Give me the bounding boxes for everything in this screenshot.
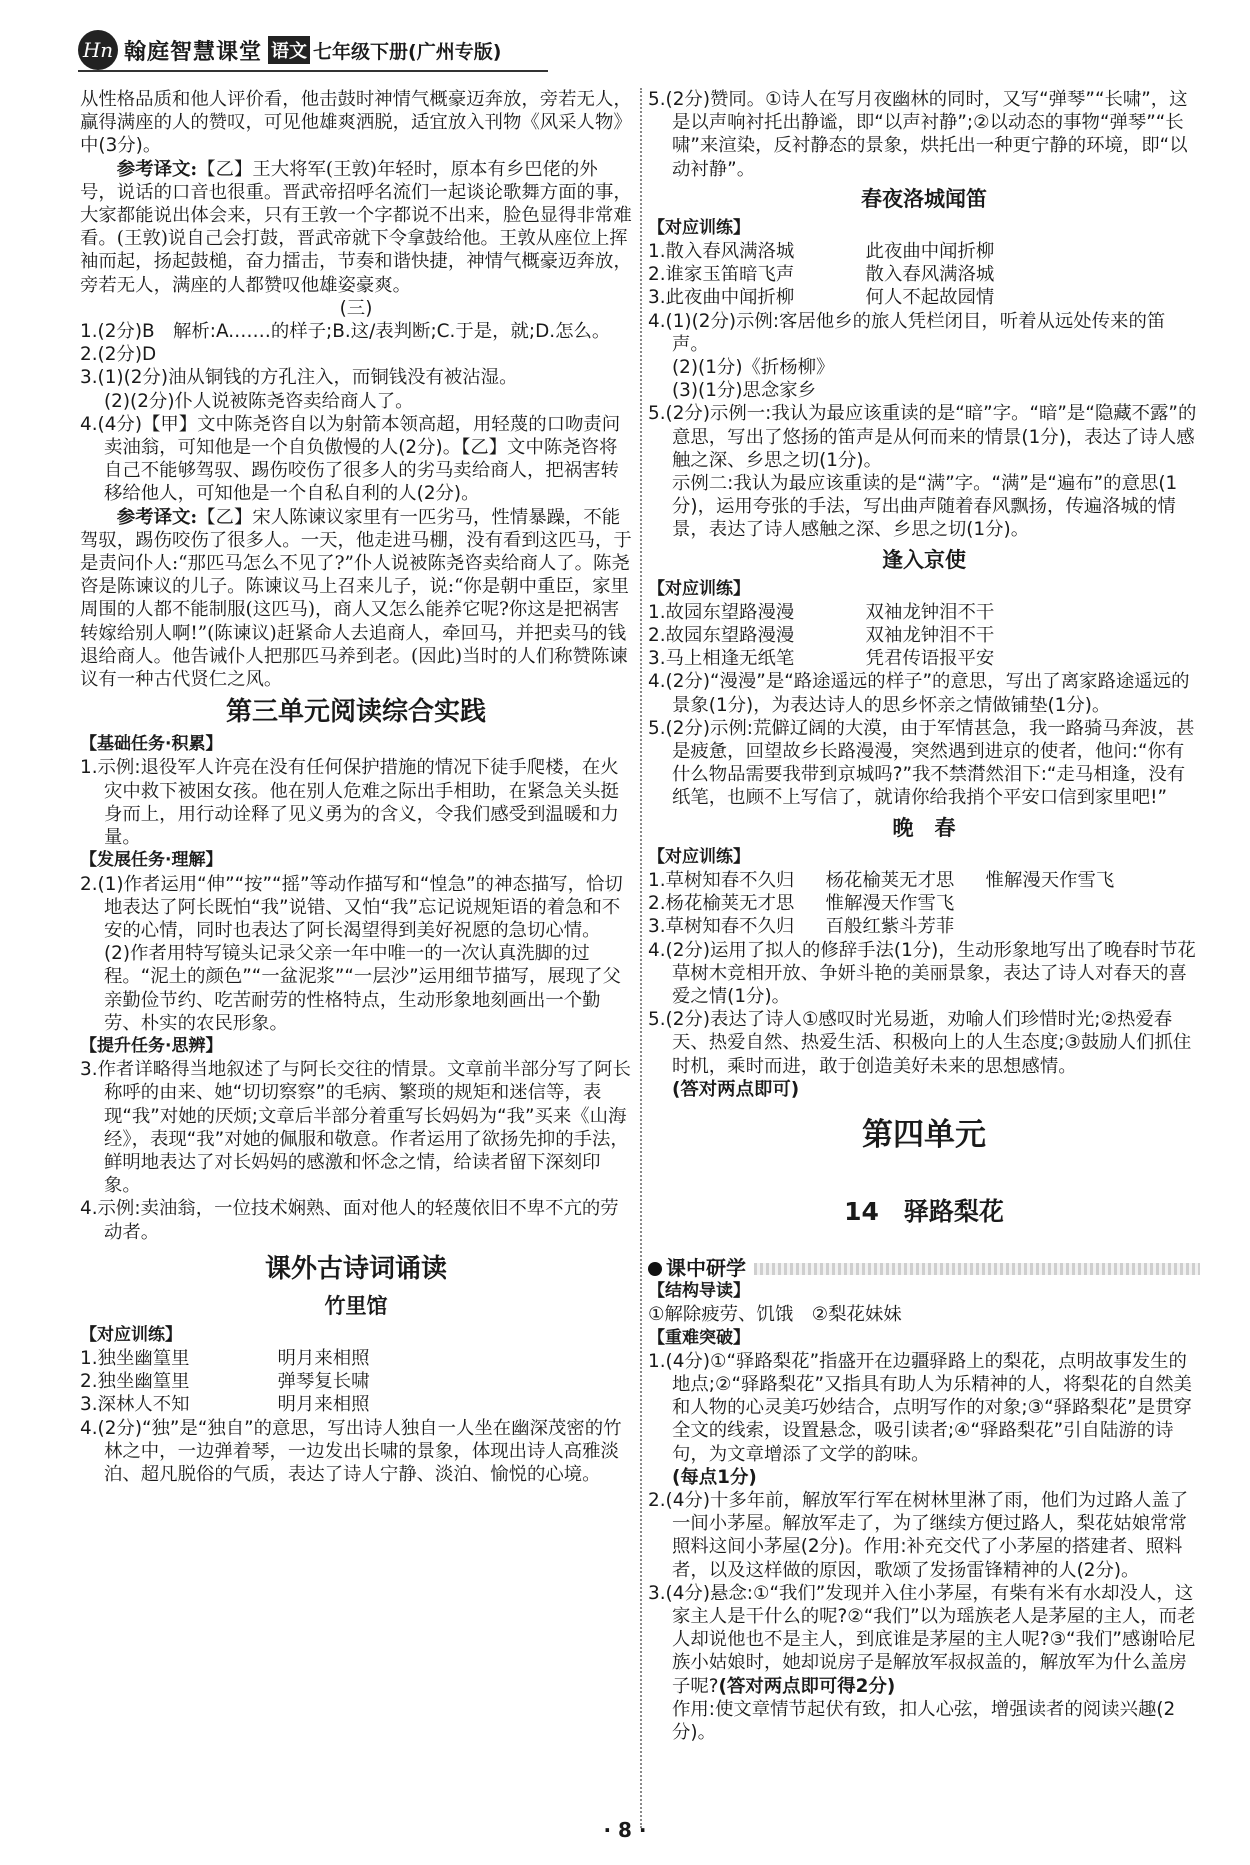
- answer-item: 1.(4分)①“驿路梨花”指盛开在边疆驿路上的梨花，点明故事发生的地点;②“驿路梨花”又指具有助人为乐精神的人，将梨花的自然美和人物的心灵美巧妙结合，点明写作的对象;③“驿路梨花”是贯穿全文的线索，设置悬念，吸引读者;④“驿路梨花”引自陆游的诗句，为文章增添了文学的韵味。: [648, 1350, 1192, 1465]
- poem-line-pair: 1.草树知春不久归 杨花榆荚无才思 惟解漫天作雪飞: [648, 869, 1115, 891]
- answer-item: 4.(2分)“漫漫”是“路途遥远的样子”的意思，写出了离家路途遥远的景象(1分)，为表达诗人的思乡怀亲之情做铺垫(1分)。: [648, 671, 1190, 716]
- poem-line-pair: 1.散入春风满洛城 此夜曲中闻折柳: [648, 241, 995, 263]
- answer-item: 4.(2分)“独”是“独自”的意思，写出诗人独自一人坐在幽深茂密的竹林之中，一边弹着琴，一边发出长啸的景象，体现出诗人高雅淡泊、超凡脱俗的气质，表达了诗人宁静、淡泊、愉悦的心境。: [80, 1417, 622, 1485]
- grade-label: 七年级下册(广州专版): [313, 40, 502, 63]
- section-title: 课外古诗词诵读: [264, 1253, 447, 1284]
- lesson-title: 14 驿路梨花: [844, 1196, 1004, 1226]
- answer-item: 1.(2分)B 解析:A.……的样子;B.这/表判断;C.于是，就;D.怎么。: [80, 321, 611, 343]
- training-heading: 【对应训练】: [648, 578, 750, 599]
- unit-title: 第四单元: [862, 1116, 986, 1153]
- answer-subitem: 示例二:我认为最应该重读的是“满”字。“满”是“遍布”的意思(1分)，运用夸张的手法，写出曲声随着春风飘扬，传遍洛城的情景，表达了诗人感触之深、乡思之切(1分)。: [672, 473, 1178, 541]
- answer-item: 5.(2分)赞同。①诗人在写月夜幽林的同时，又写“弹琴”“长啸”，这是以声响衬托出静谧，即“以声衬静”;②以动态的事物“弹琴”“长啸”来渲染，反衬静态的景象，烘托出一种更宁静的环境，即“以动衬静”。: [648, 89, 1188, 180]
- subsection-heading: 【重难突破】: [648, 1327, 750, 1348]
- poem-line-pair: 2.谁家玉笛暗飞声 散入春风满洛城: [648, 264, 995, 286]
- poem-title: 晚 春: [892, 815, 956, 840]
- right-column: [648, 88, 1200, 1744]
- training-heading: 【对应训练】: [80, 1324, 182, 1345]
- answer-item: 2.(4分)十多年前，解放军行军在树林里淋了雨，他们为过路人盖了一间小茅屋。解放军走了，为了继续方便过路人，梨花姑娘常常照料这间小茅屋(2分)。作用:补充交代了小茅屋的搭建者、照料者，以及这样做的原因，歌颂了发扬雷锋精神的人(2分)。: [648, 1489, 1189, 1581]
- header-rule: [78, 70, 548, 72]
- task-heading: 【提升任务·思辨】: [80, 1035, 223, 1056]
- intro-paragraph: 从性格品质和他人评价看，他击鼓时神情气概豪迈奔放，旁若无人，赢得满座的人的赞叹，可见他雄爽洒脱，适宜放入刊物《风采人物》中(3分)。: [80, 89, 632, 157]
- answer-item: 4.示例:卖油翁，一位技术娴熟、面对他人的轻蔑依旧不卑不亢的劳动者。: [80, 1198, 619, 1243]
- poem-line-pair: 1.故园东望路漫漫 双袖龙钟泪不干: [648, 601, 995, 623]
- answer-note: (每点1分): [672, 1466, 757, 1488]
- answer-item: 5.(2分)示例一:我认为最应该重读的是“暗”字。“暗”是“隐藏不露”的意思，写出了悠扬的笛声是从何而来的情景(1分)，表达了诗人感触之深、乡思之切(1分)。: [648, 403, 1197, 471]
- poem-line-pair: 1.独坐幽篁里 明月来相照: [80, 1347, 370, 1369]
- poem-line-pair: 3.深林人不知 明月来相照: [80, 1394, 370, 1416]
- poem-title: 逢入京使: [882, 547, 966, 572]
- section-heading: (三): [339, 297, 373, 319]
- page-number: · 8 ·: [603, 1818, 647, 1842]
- task-heading: 【发展任务·理解】: [80, 850, 223, 871]
- answer-item: 5.(2分)示例:荒僻辽阔的大漠，由于军情甚急，我一路骑马奔波，甚是疲惫，回望故乡长路漫漫，突然遇到进京的使者，他问:“你有什么物品需要我带到京城吗?”我不禁潸然泪下:“走马相逢，没有纸笔，也顾不上写信了，就请你给我捎个平安口信到家里吧!”: [648, 717, 1195, 809]
- task-heading: 【基础任务·积累】: [80, 734, 223, 755]
- poem-line-pair: 3.草树知春不久归 百般红紫斗芳菲: [648, 916, 955, 938]
- unit-title: 第三单元阅读综合实践: [225, 697, 486, 728]
- answer-item: 3.(1)(2分)油从铜钱的方孔注入，而铜钱没有被沾湿。: [80, 367, 518, 389]
- poem-line-pair: 3.此夜曲中闻折柳 何人不起故园情: [648, 287, 995, 309]
- column-divider: [640, 88, 642, 1828]
- poem-title: 竹里馆: [324, 1293, 388, 1318]
- page-header: [78, 28, 548, 72]
- brand-name: 翰庭智慧课堂: [124, 39, 263, 65]
- bullet-icon: [648, 1262, 662, 1276]
- subsection-heading: 【结构导读】: [648, 1281, 750, 1302]
- poem-title: 春夜洛城闻笛: [861, 186, 987, 211]
- answer-item: 3.(4分)悬念:①“我们”发现并入住小茅屋，有柴有米有水却没人，这家主人是干什么的呢?②“我们”以为瑶族老人是茅屋的主人，而老人却说他也不是主人，到底谁是茅屋的主人呢?③“我们”感谢哈尼族小姑娘时，她却说房子是解放军叔叔盖的，解放军为什么盖房子呢?(答对两点即可得2分): [648, 1582, 1196, 1697]
- answer-item: 1.示例:退役军人许亮在没有任何保护措施的情况下徒手爬楼，在火灾中救下被困女孩。他在别人危难之际出手相助，在紧急关头挺身而上，用行动诠释了见义勇为的含义，令我们感受到温暖和力量。: [80, 757, 619, 849]
- answer-item: 2.(2分)D: [80, 344, 157, 366]
- answer-subitem: 作用:使文章情节起伏有致，扣人心弦，增强读者的阅读兴趣(2分)。: [672, 1698, 1176, 1743]
- answer-item: 4.(4分)【甲】文中陈尧咨自以为射箭本领高超，用轻蔑的口吻责问卖油翁，可知他是一个自负傲慢的人(2分)。【乙】文中陈尧咨将自己不能够驾驭、踢伤咬伤了很多人的劣马卖给商人，把祸害转移给他人，可知他是一个自私自利的人(2分)。: [80, 413, 621, 505]
- poem-line-pair: 3.马上相逢无纸笔 凭君传语报平安: [648, 648, 995, 670]
- answer-subitem: (2)作者用特写镜头记录父亲一年中唯一的一次认真洗脚的过程。“泥土的颜色”“一盆泥浆”“一层沙”运用细节描写，展现了父亲勤俭节约、吃苦耐劳的性格特点，生动形象地刻画出一个勤劳、朴实的农民形象。: [104, 943, 621, 1034]
- answer-item: 4.(1)(2分)示例:客居他乡的旅人凭栏闭目，听着从远处传来的笛声。: [648, 310, 1166, 355]
- brand-logo-icon: Hn: [78, 30, 118, 70]
- answer-subitem: (2)(1分)《折杨柳》: [672, 357, 835, 379]
- answer-item: 5.(2分)表达了诗人①感叹时光易逝，劝喻人们珍惜时光;②热爱春天、热爱自然、热爱生活、积极向上的人生态度;③鼓励人们抓住时机，乘时而进，敢于创造美好未来的思想感情。: [648, 1009, 1192, 1077]
- poem-line-pair: 2.独坐幽篁里 弹琴复长啸: [80, 1371, 370, 1393]
- poem-line-pair: 2.杨花榆荚无才思 惟解漫天作雪飞: [648, 893, 955, 915]
- answer-item: ①解除疲劳、饥饿 ②梨花妹妹: [648, 1304, 902, 1326]
- answer-item: 3.作者详略得当地叙述了与阿长交往的情景。文章前半部分写了阿长称呼的由来、她“切切察察”的毛病、繁琐的规矩和迷信等，表现“我”对她的厌烦;文章后半部分着重写长妈妈为“我”买来《山海经》，表现“我”对她的佩服和敬意。作者运用了欲扬先抑的手法，鲜明地表达了对长妈妈的感激和怀念之情，给读者留下深刻印象。: [80, 1059, 631, 1197]
- answer-note: (答对两点即可): [672, 1078, 800, 1100]
- banner-pattern: [754, 1263, 1200, 1275]
- translation-paragraph: 参考译文:【乙】王大将军(王敦)年轻时，原本有乡巴佬的外号，说话的口音也很重。晋武帝招呼名流们一起谈论歌舞方面的事，大家都能说出体会来，只有王敦一个字都说不出来，脸色显得非常难看。(王敦)说自己会打鼓，晋武帝就下令拿鼓给他。王敦从座位上挥袖而起，扬起鼓槌，奋力擂击，节奏和谐快捷，神情气概豪迈奔放，旁若无人，满座的人都赞叹他雄姿豪爽。: [80, 158, 632, 296]
- left-column: [80, 88, 632, 1486]
- section-banner: 课中研学: [648, 1257, 1200, 1280]
- translation-paragraph: 参考译文:【乙】宋人陈谏议家里有一匹劣马，性情暴躁，不能驾驭，踢伤咬伤了很多人。一天，他走进马棚，没有看到这匹马，于是责问仆人:“那匹马怎么不见了?”仆人说被陈尧咨卖给商人了。陈尧咨是陈谏议的儿子。陈谏议马上召来儿子，说:“你是朝中重臣，家里周围的人都不能制服(这匹马)，商人又怎么能养它呢?你这是把祸害转嫁给别人啊!”(陈谏议)赶紧命人去追商人，牵回马，并把卖马的钱退给商人。他告诫仆人把那匹马养到老。(因此)当时的人们称赞陈谏议有一种古代贤仁之风。: [80, 506, 632, 691]
- answer-item: 2.(1)作者运用“伸”“按”“摇”等动作描写和“惶急”的神态描写，恰切地表达了阿长既怕“我”说错、又怕“我”忘记说规矩语的着急和不安的心情，同时也表达了阿长渴望得到美好祝愿的急切心情。: [80, 873, 623, 941]
- poem-line-pair: 2.故园东望路漫漫 双袖龙钟泪不干: [648, 625, 995, 647]
- training-heading: 【对应训练】: [648, 846, 750, 867]
- answer-subitem: (2)(2分)仆人说被陈尧咨卖给商人了。: [104, 390, 414, 412]
- subject-badge: 语文: [268, 36, 310, 64]
- answer-item: 4.(2分)运用了拟人的修辞手法(1分)，生动形象地写出了晚春时节花草树木竞相开放、争妍斗艳的美丽景象，表达了诗人对春天的喜爱之情(1分)。: [648, 939, 1196, 1007]
- training-heading: 【对应训练】: [648, 217, 750, 238]
- answer-subitem: (3)(1分)思念家乡: [672, 380, 817, 402]
